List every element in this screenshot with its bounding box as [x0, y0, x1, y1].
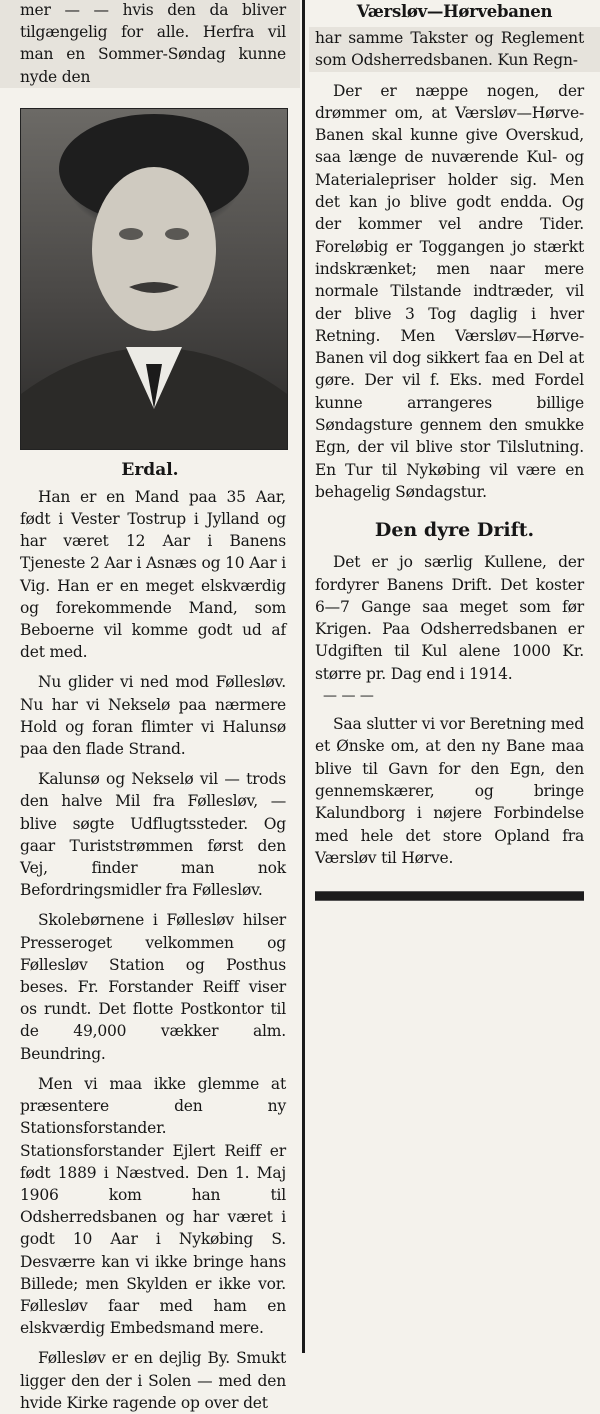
dash-separator: — — —: [323, 688, 374, 705]
end-rule: [315, 891, 584, 901]
left-paragraph-2: Nu glider vi ned mod Føllesløv. Nu har vi Nekselø paa nærmere Hold og foran flimter vi Halunsø paa den flade Strand.: [20, 673, 286, 759]
top-fragment: mer — — hvis den da bliver tilgængelig for alle. Herfra vil man en Sommer-Søndag kunne nyde den: [0, 0, 300, 88]
right-paragraph-1: Der er næppe nogen, der drømmer om, at Værsløv—Hørve-Banen skal kunne give Overskud, saa længe de nuværende Kul- og Materialepriser holder sig. Men det kan jo blive godt endda. Og der kommer vel andre Tider. Foreløbig er Toggangen jo stærkt indskrænket; men naar mere normale Tilstande indtræder, vil der blive 3 Tog daglig i hver Retning. Men Værsløv—Hørve-Banen vil dog sikkert faa en Del at gøre. Der vil f. Eks. med Fordel kunne arrangeres billige Søndagsture gennem den smukke Egn, der vil blive stor Tilslutning. En Tur til Nykøbing vil være en behagelig Søndagstur.: [315, 81, 584, 501]
photo-caption: Erdal.: [121, 459, 179, 480]
left-paragraph-4: Skolebørnene i Føllesløv hilser Presseroget velkommen og Føllesløv Station og Posthus beses. Fr. Forstander Reiff viser os rundt. Det flotte Postkontor til de 49,000 vækker alm. Beundring.: [20, 911, 286, 1063]
left-paragraph-3: Kalunsø og Nekselø vil — trods den halve Mil fra Føllesløv, — blive søgte Udflugtssteder. Og gaar Turiststrømmen først den Vej, finder man nok Befordringsmidler fra Føllesløv.: [20, 770, 286, 900]
column-divider: [302, 0, 305, 1353]
right-paragraph-3: Saa slutter vi vor Beretning med et Ønske om, at den ny Bane maa blive til Gavn for den Egn, den gennemskærer, og bringe Kalundborg i nøjere Forbindelse med hele det store Opland fra Værsløv til Hørve.: [315, 715, 584, 867]
left-paragraph-5: Men vi maa ikke glemme at præsentere den ny Stationsforstander. Stationsforstander Ejlert Reiff er født 1889 i Næstved. Den 1. Maj 1906 kom han til Odsherredsbanen og har været i godt 10 Aar i Nykøbing S. Desværre kan vi ikke bringe hans Billede; men Skylden er ikke vor. Føllesløv faar med ham en elskværdig Embedsmand mere.: [20, 1074, 286, 1338]
right-intro: har samme Takster og Reglement som Odsherredsbanen. Kun Regn-: [309, 27, 600, 72]
right-column: [309, 0, 600, 901]
left-paragraph-6: Føllesløv er en dejlig By. Smukt ligger den der i Solen — med den hvide Kirke ragende op over det: [20, 1349, 286, 1412]
right-paragraph-2: Det er jo særlig Kullene, der fordyrer Banens Drift. Det koster 6—7 Gange saa meget som før Krigen. Paa Odsherredsbanen er Udgiften til Kul alene 1000 Kr. større pr. Dag end i 1914.: [315, 553, 584, 683]
section-heading: Den dyre Drift.: [374, 519, 535, 542]
left-paragraph-1: Han er en Mand paa 35 Aar, født i Vester Tostrup i Jylland og har været 12 Aar i Banens Tjeneste 2 Aar i Asnæs og 10 Aar i Vig. Han er en meget elskværdig og forekommende Mand, som Beboerne vil komme godt ud af det med.: [20, 487, 286, 662]
railway-heading: Værsløv—Hørvebanen: [356, 2, 553, 21]
portrait-photo: [20, 108, 288, 450]
